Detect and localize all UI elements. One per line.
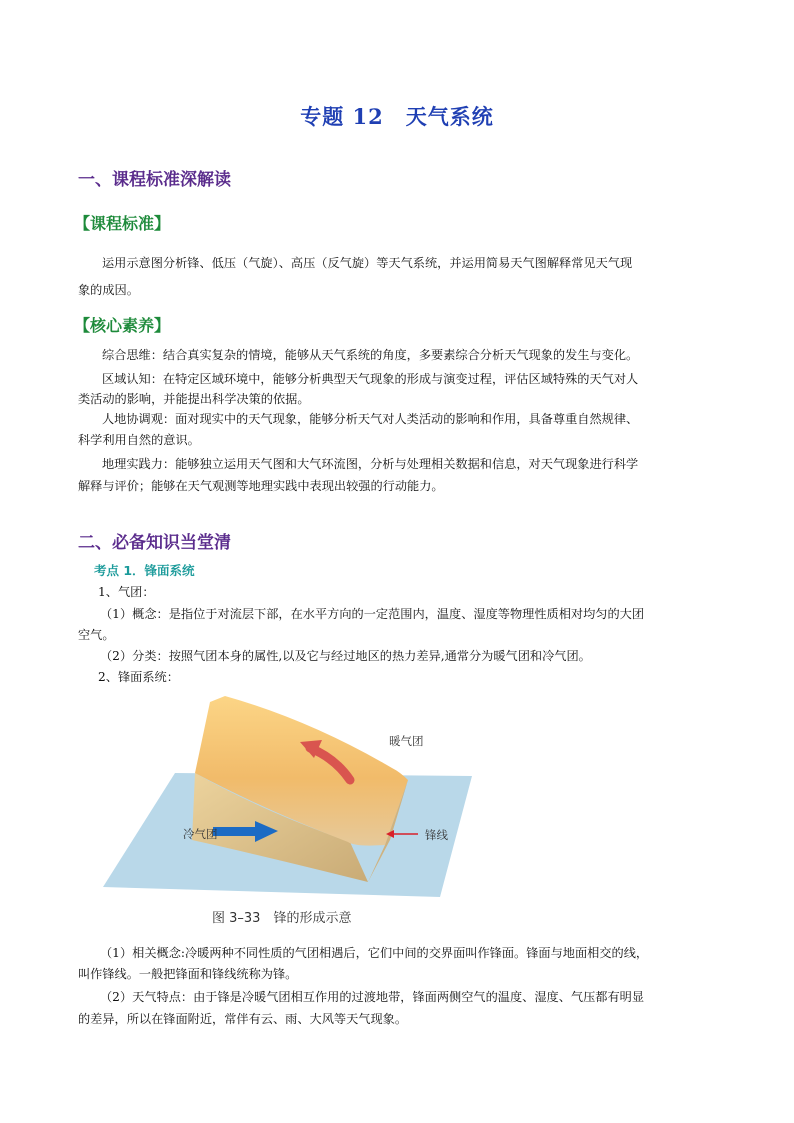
cold-air-arrow [213,827,255,836]
item-1-1-line-2: 空气。 [78,628,115,642]
literacy-line: 科学利用自然的意识。 [78,433,200,447]
standard-text-line-1: 运用示意图分析锋、低压（气旋）、高压（反气旋）等天气系统，并运用简易天气图解释常见天气现 [102,256,633,270]
section-heading-knowledge: 二、必备知识当堂清 [78,533,231,553]
page-title: 专题 12 天气系统 [300,104,494,129]
literacy-line: 地理实践力：能够独立运用天气图和大气环流图，分析与处理相关数据和信息，对天气现象进行科学 [102,457,639,471]
literacy-line: 综合思维：结合真实复杂的情境，能够从天气系统的角度，多要素综合分析天气现象的发生与变化。 [102,348,639,362]
warm-air-label: 暖气团 [389,734,424,748]
literacy-label: 【核心素养】 [74,316,171,335]
literacy-line: 区域认知：在特定区域环境中，能够分析典型天气现象的形成与演变过程，评估区域特殊的天气对人 [102,372,639,386]
feature-line-1: （2）天气特点：由于锋是冷暖气团相互作用的过渡地带，锋面两侧空气的温度、湿度、气压都有明显 [100,990,645,1004]
item-1-2: （2）分类：按照气团本身的属性,以及它与经过地区的热力差异,通常分为暖气团和冷气团。 [100,649,591,663]
cold-air-label: 冷气团 [183,827,218,841]
feature-line-2: 的差异，所以在锋面附近，常伴有云、雨、大风等天气现象。 [78,1012,408,1026]
literacy-line: 类活动的影响，并能提出科学决策的依据。 [78,392,310,406]
literacy-line: 解释与评价；能够在天气观测等地理实践中表现出较强的行动能力。 [78,479,444,493]
item-1-1-line-1: （1）概念：是指位于对流层下部，在水平方向的一定范围内，温度、湿度等物理性质相对均匀的大团 [100,607,645,621]
figure-caption: 图 3–33 锋的形成示意 [212,911,352,926]
kaodian-label: 考点 1．锋面系统 [94,563,195,578]
standard-text-line-2: 象的成因。 [78,283,139,297]
front-line-label: 锋线 [425,828,448,842]
item-1: 1、气团： [98,585,155,599]
section-heading-curriculum: 一、课程标准深解读 [78,170,231,190]
concept-line-1: （1）相关概念:冷暖两种不同性质的气团相遇后，它们中间的交界面叫作锋面。锋面与地面相交的线， [100,946,649,960]
item-2: 2、锋面系统： [98,670,179,684]
front-diagram [100,690,480,902]
concept-line-2: 叫作锋线。一般把锋面和锋线统称为锋。 [78,967,298,981]
standard-label: 【课程标准】 [74,214,171,233]
literacy-line: 人地协调观：面对现实中的天气现象，能够分析天气对人类活动的影响和作用，具备尊重自然规律、 [102,412,639,426]
